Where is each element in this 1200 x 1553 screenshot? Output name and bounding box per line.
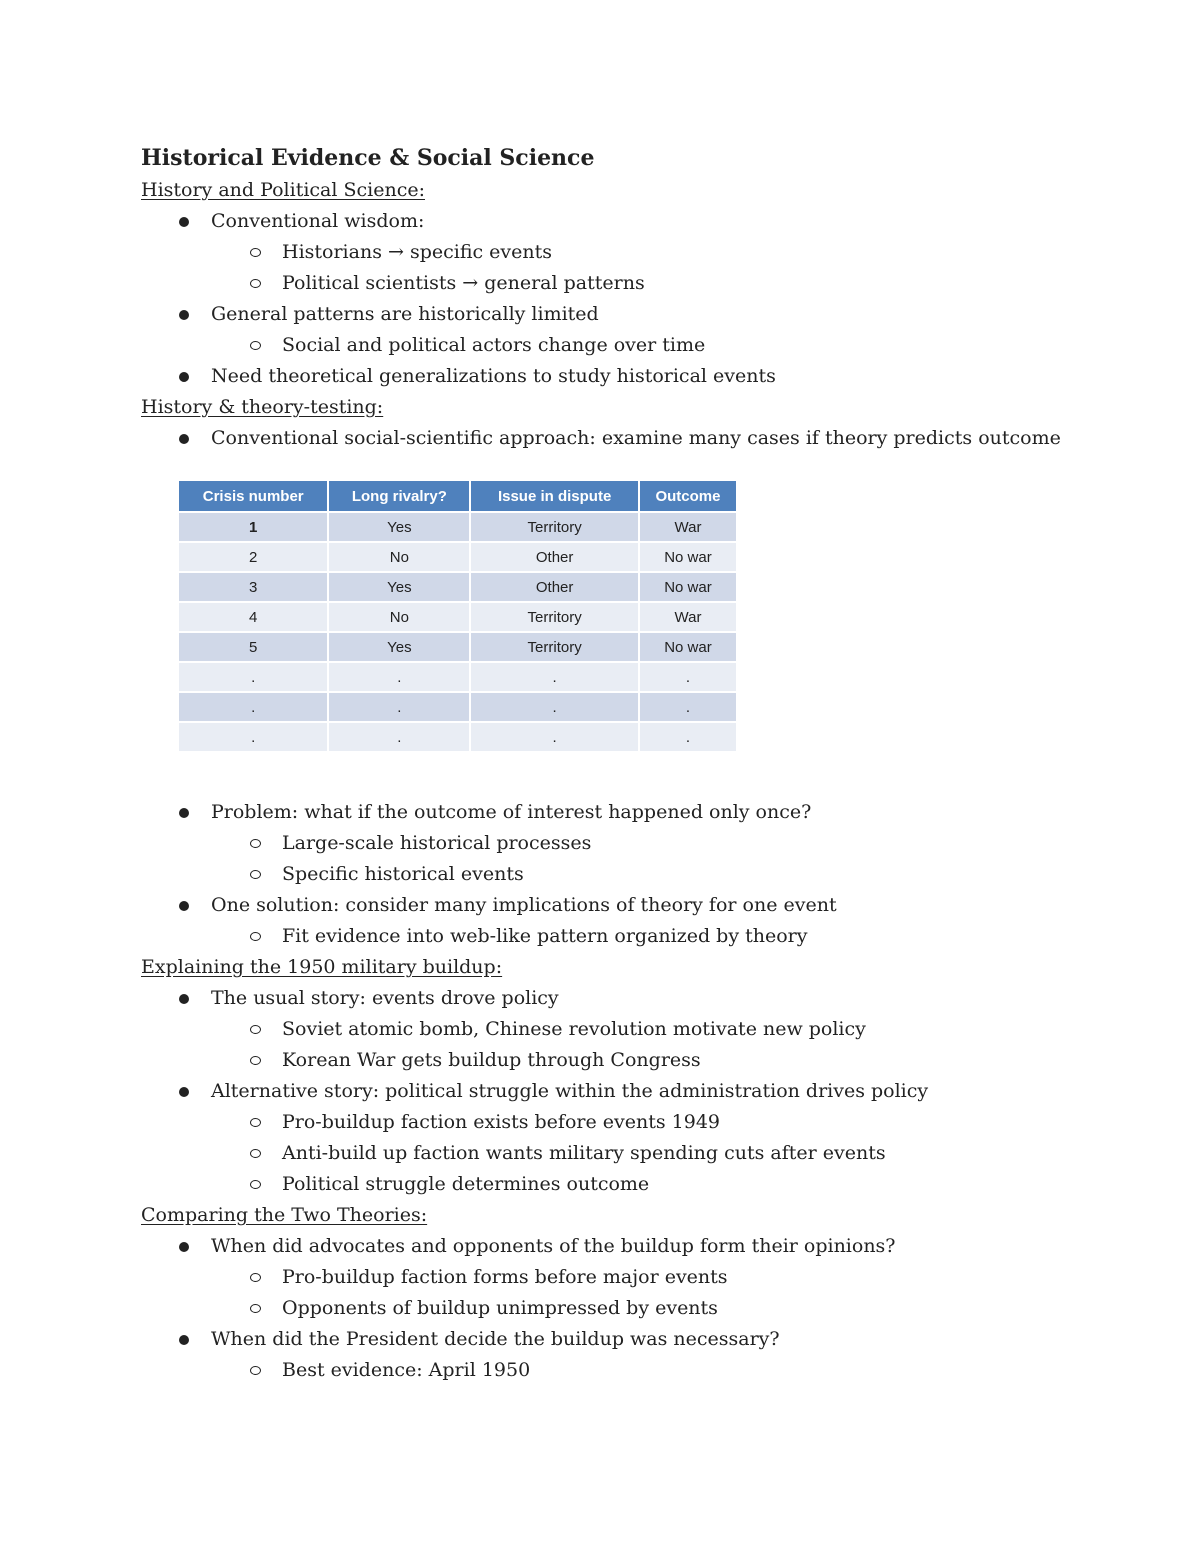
list-item: Need theoretical generalizations to study historical events: [141, 361, 1121, 392]
bullet-dot-icon: [174, 1324, 194, 1355]
table-cell: War: [639, 602, 737, 632]
list-item: Opponents of buildup unimpressed by events: [141, 1293, 1121, 1324]
table-row: [178, 692, 737, 722]
bullet-circle-icon: [245, 1045, 265, 1076]
table-header-row: [178, 480, 737, 512]
table-cell: .: [639, 662, 737, 692]
table-row: [178, 572, 737, 602]
section-heading: History and Political Science:: [141, 179, 425, 201]
list-item: Political scientists → general patterns: [141, 268, 1121, 299]
table-cell: Territory: [470, 602, 639, 632]
bullet-dot-icon: [174, 1076, 194, 1107]
table-cell: 3: [178, 572, 328, 602]
bullet-dot-icon: [174, 299, 194, 330]
table-cell: .: [328, 662, 470, 692]
list-item: Pro-buildup faction forms before major events: [141, 1262, 1121, 1293]
table-row: [178, 722, 737, 752]
bullet-circle-icon: [245, 330, 265, 361]
bullet-dot-icon: [174, 361, 194, 392]
table-cell: 4: [178, 602, 328, 632]
table-header-cell: Outcome: [639, 480, 737, 512]
table-cell: Territory: [470, 632, 639, 662]
list-item: Pro-buildup faction exists before events 1949: [141, 1107, 1121, 1138]
table-cell: No war: [639, 632, 737, 662]
table-header-cell: Issue in dispute: [470, 480, 639, 512]
bullet-circle-icon: [245, 1107, 265, 1138]
section-heading: Comparing the Two Theories:: [141, 1204, 428, 1226]
list-item: When did the President decide the buildup was necessary?: [141, 1324, 1121, 1355]
table-cell: Other: [470, 542, 639, 572]
list-item: Alternative story: political struggle within the administration drives policy: [141, 1076, 1121, 1107]
list-item: Political struggle determines outcome: [141, 1169, 1121, 1200]
table-cell: 5: [178, 632, 328, 662]
table-cell: No war: [639, 542, 737, 572]
bullet-dot-icon: [174, 1231, 194, 1262]
bullet-circle-icon: [245, 1169, 265, 1200]
bullet-circle-icon: [245, 859, 265, 890]
table-row: [178, 512, 737, 542]
crisis-table: [177, 479, 738, 753]
table-cell: Other: [470, 572, 639, 602]
list-item: Fit evidence into web-like pattern organized by theory: [141, 921, 1121, 952]
page-title: Historical Evidence & Social Science: [141, 145, 595, 171]
table-cell: No: [328, 602, 470, 632]
bullet-circle-icon: [245, 1138, 265, 1169]
table-cell: Territory: [470, 512, 639, 542]
section-heading: Explaining the 1950 military buildup:: [141, 956, 503, 978]
list-item: When did advocates and opponents of the buildup form their opinions?: [141, 1231, 1121, 1262]
table-row: [178, 542, 737, 572]
table-row: [178, 632, 737, 662]
bullet-circle-icon: [245, 1293, 265, 1324]
list-item: Korean War gets buildup through Congress: [141, 1045, 1121, 1076]
table-cell: .: [178, 722, 328, 752]
table-cell: .: [470, 692, 639, 722]
list-item: Anti-build up faction wants military spending cuts after events: [141, 1138, 1121, 1169]
list-item: Specific historical events: [141, 859, 1121, 890]
list-item: The usual story: events drove policy: [141, 983, 1121, 1014]
list-item: Conventional social-scientific approach: examine many cases if theory predicts outcome: [141, 423, 1121, 454]
table-cell: .: [328, 722, 470, 752]
list-item: Problem: what if the outcome of interest happened only once?: [141, 797, 1121, 828]
bullet-circle-icon: [245, 1014, 265, 1045]
bullet-circle-icon: [245, 268, 265, 299]
table-cell: .: [639, 692, 737, 722]
bullet-circle-icon: [245, 828, 265, 859]
table-cell: War: [639, 512, 737, 542]
bullet-dot-icon: [174, 797, 194, 828]
list-item: Social and political actors change over time: [141, 330, 1121, 361]
table-cell: Yes: [328, 512, 470, 542]
list-item: Soviet atomic bomb, Chinese revolution motivate new policy: [141, 1014, 1121, 1045]
table-cell: .: [328, 692, 470, 722]
bullet-dot-icon: [174, 423, 194, 454]
list-item: Conventional wisdom:: [141, 206, 1121, 237]
bullet-circle-icon: [245, 237, 265, 268]
table-cell: 1: [178, 512, 328, 542]
table-row: [178, 602, 737, 632]
bullet-circle-icon: [245, 921, 265, 952]
table-cell: 2: [178, 542, 328, 572]
table-row: [178, 662, 737, 692]
list-item: Large-scale historical processes: [141, 828, 1121, 859]
bullet-circle-icon: [245, 1355, 265, 1386]
table-cell: .: [470, 722, 639, 752]
table-cell: .: [639, 722, 737, 752]
list-item: One solution: consider many implications of theory for one event: [141, 890, 1121, 921]
table-cell: No war: [639, 572, 737, 602]
bullet-dot-icon: [174, 206, 194, 237]
table-cell: No: [328, 542, 470, 572]
table-cell: .: [178, 692, 328, 722]
list-item: Historians → specific events: [141, 237, 1121, 268]
bullet-circle-icon: [245, 1262, 265, 1293]
bullet-dot-icon: [174, 890, 194, 921]
table-header-cell: Long rivalry?: [328, 480, 470, 512]
bullet-dot-icon: [174, 983, 194, 1014]
table-cell: Yes: [328, 632, 470, 662]
table-header-cell: Crisis number: [178, 480, 328, 512]
table-cell: .: [178, 662, 328, 692]
document-page: [141, 142, 1121, 1386]
table-cell: .: [470, 662, 639, 692]
table-cell: Yes: [328, 572, 470, 602]
section-heading: History & theory-testing:: [141, 396, 384, 418]
list-item: Best evidence: April 1950: [141, 1355, 1121, 1386]
list-item: General patterns are historically limited: [141, 299, 1121, 330]
